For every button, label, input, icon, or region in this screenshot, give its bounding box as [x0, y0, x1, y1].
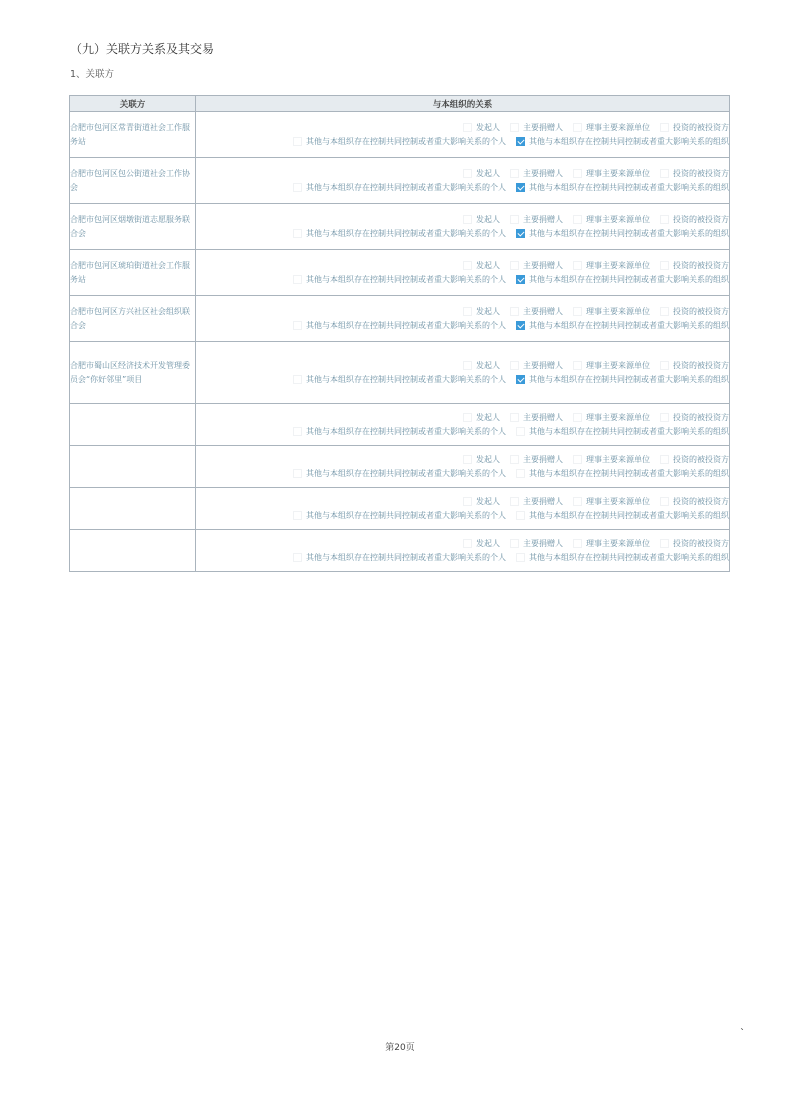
relationship-option-label: 其他与本组织存在控制共同控制或者重大影响关系的个人 [306, 137, 506, 146]
table-row [70, 530, 730, 572]
table-row [70, 296, 730, 342]
relationship-cell [196, 488, 730, 530]
checkbox-icon[interactable] [510, 261, 519, 270]
checkbox-icon[interactable] [660, 361, 669, 370]
relationship-option-opt1[interactable] [463, 214, 500, 225]
relationship-option-opt3[interactable] [573, 168, 650, 179]
checkbox-icon[interactable] [293, 511, 302, 520]
relationship-cell [196, 446, 730, 488]
relationship-option-opt4[interactable] [660, 454, 729, 465]
header-related-party: 关联方 [70, 96, 196, 112]
relationship-options-line [196, 227, 729, 241]
relationship-options-line [196, 509, 729, 523]
relationship-option-opt2[interactable] [510, 260, 563, 271]
relationship-option-opt4[interactable] [660, 538, 729, 549]
relationship-options-line [196, 453, 729, 467]
relationship-option-label: 主要捐赠人 [523, 455, 563, 464]
relationship-options-line [196, 467, 729, 481]
relationship-option-opt6[interactable] [516, 182, 729, 193]
checkbox-icon[interactable] [293, 229, 302, 238]
relationship-option-label: 主要捐赠人 [523, 169, 563, 178]
relationship-option-opt5[interactable] [293, 374, 506, 385]
relationship-option-label: 投资的被投资方 [673, 123, 729, 132]
relationship-options-line [196, 411, 729, 425]
related-party-name: 合肥市蜀山区经济技术开发管理委员会“你好邻里”项目 [70, 342, 196, 404]
checkbox-icon[interactable] [510, 215, 519, 224]
relationship-option-label: 发起人 [476, 169, 500, 178]
relationship-option-label: 理事主要来源单位 [586, 215, 650, 224]
checkbox-icon[interactable] [510, 455, 519, 464]
checkbox-icon[interactable] [660, 123, 669, 132]
checkbox-icon[interactable] [510, 413, 519, 422]
checkbox-icon[interactable] [463, 497, 472, 506]
checkbox-icon[interactable] [510, 497, 519, 506]
relationship-option-opt6[interactable] [516, 274, 729, 285]
checkbox-icon[interactable] [293, 321, 302, 330]
relationship-option-label: 理事主要来源单位 [586, 169, 650, 178]
relationship-option-label: 发起人 [476, 215, 500, 224]
checkbox-icon[interactable] [463, 307, 472, 316]
checkbox-icon[interactable] [516, 427, 525, 436]
related-party-name: 合肥市包河区常青街道社会工作服务站 [70, 112, 196, 158]
page-number: 第20页 [385, 1043, 415, 1053]
relationship-option-label: 其他与本组织存在控制共同控制或者重大影响关系的组织 [529, 469, 729, 478]
relationship-option-label: 投资的被投资方 [673, 413, 729, 422]
relationship-option-label: 其他与本组织存在控制共同控制或者重大影响关系的组织 [529, 553, 729, 562]
checkbox-icon[interactable] [573, 169, 582, 178]
relationship-options-line [196, 425, 729, 439]
related-party-name: 合肥市包河区烟墩街道志愿服务联合会 [70, 204, 196, 250]
relationship-option-opt2[interactable] [510, 412, 563, 423]
table-row [70, 342, 730, 404]
relationship-option-opt5[interactable] [293, 552, 506, 563]
relationship-option-opt6[interactable] [516, 426, 729, 437]
relationship-option-label: 其他与本组织存在控制共同控制或者重大影响关系的组织 [529, 183, 729, 192]
relationship-cell [196, 296, 730, 342]
relationship-option-label: 发起人 [476, 539, 500, 548]
relationship-option-opt3[interactable] [573, 454, 650, 465]
checkbox-icon[interactable] [516, 553, 525, 562]
relationship-option-opt1[interactable] [463, 360, 500, 371]
relationship-option-opt2[interactable] [510, 122, 563, 133]
relationship-option-opt3[interactable] [573, 122, 650, 133]
checkbox-icon[interactable] [293, 275, 302, 284]
related-party-name: 合肥市包河区琥珀街道社会工作服务站 [70, 250, 196, 296]
relationship-options-line [196, 167, 729, 181]
relationship-option-label: 主要捐赠人 [523, 215, 563, 224]
relationship-option-label: 投资的被投资方 [673, 261, 729, 270]
relationship-option-label: 投资的被投资方 [673, 539, 729, 548]
checkbox-checked-icon[interactable] [516, 137, 525, 146]
checkbox-icon[interactable] [510, 169, 519, 178]
checkbox-icon[interactable] [463, 539, 472, 548]
checkbox-icon[interactable] [660, 497, 669, 506]
checkbox-icon[interactable] [293, 553, 302, 562]
table-row [70, 204, 730, 250]
relationship-option-opt6[interactable] [516, 552, 729, 563]
related-party-name: 合肥市包河区方兴社区社会组织联合会 [70, 296, 196, 342]
header-relationship: 与本组织的关系 [196, 96, 730, 112]
checkbox-icon[interactable] [660, 413, 669, 422]
relationship-option-label: 其他与本组织存在控制共同控制或者重大影响关系的个人 [306, 427, 506, 436]
relationship-option-label: 其他与本组织存在控制共同控制或者重大影响关系的组织 [529, 275, 729, 284]
relationship-option-opt4[interactable] [660, 168, 729, 179]
checkbox-icon[interactable] [660, 169, 669, 178]
relationship-option-label: 其他与本组织存在控制共同控制或者重大影响关系的个人 [306, 321, 506, 330]
relationship-options-line [196, 359, 729, 373]
relationship-option-label: 投资的被投资方 [673, 455, 729, 464]
table-row [70, 250, 730, 296]
relationship-option-label: 投资的被投资方 [673, 497, 729, 506]
relationship-option-opt3[interactable] [573, 412, 650, 423]
checkbox-icon[interactable] [516, 511, 525, 520]
checkbox-icon[interactable] [660, 307, 669, 316]
relationship-options-line [196, 259, 729, 273]
checkbox-icon[interactable] [510, 539, 519, 548]
relationship-option-label: 理事主要来源单位 [586, 455, 650, 464]
relationship-option-opt3[interactable] [573, 496, 650, 507]
relationship-options-line [196, 495, 729, 509]
checkbox-icon[interactable] [573, 413, 582, 422]
checkbox-checked-icon[interactable] [516, 229, 525, 238]
relationship-option-opt4[interactable] [660, 122, 729, 133]
relationship-option-opt3[interactable] [573, 360, 650, 371]
relationship-option-label: 主要捐赠人 [523, 539, 563, 548]
table-row [70, 446, 730, 488]
relationship-option-opt4[interactable] [660, 360, 729, 371]
relationship-option-opt5[interactable] [293, 182, 506, 193]
relationship-option-label: 其他与本组织存在控制共同控制或者重大影响关系的个人 [306, 511, 506, 520]
relationship-option-label: 发起人 [476, 413, 500, 422]
related-party-name: 合肥市包河区包公街道社会工作协会 [70, 158, 196, 204]
relationship-cell [196, 250, 730, 296]
related-party-name [70, 404, 196, 446]
relationship-option-opt5[interactable] [293, 510, 506, 521]
relationship-option-opt5[interactable] [293, 136, 506, 147]
relationship-option-opt6[interactable] [516, 374, 729, 385]
relationship-option-label: 发起人 [476, 307, 500, 316]
relationship-option-label: 投资的被投资方 [673, 307, 729, 316]
relationship-option-label: 主要捐赠人 [523, 361, 563, 370]
relationship-option-opt6[interactable] [516, 510, 729, 521]
related-party-table [69, 95, 730, 572]
checkbox-icon[interactable] [573, 215, 582, 224]
relationship-option-opt2[interactable] [510, 454, 563, 465]
relationship-option-label: 其他与本组织存在控制共同控制或者重大影响关系的组织 [529, 511, 729, 520]
relationship-option-opt2[interactable] [510, 168, 563, 179]
relationship-option-opt3[interactable] [573, 538, 650, 549]
relationship-option-label: 主要捐赠人 [523, 307, 563, 316]
relationship-options-line [196, 373, 729, 387]
relationship-option-opt1[interactable] [463, 122, 500, 133]
relationship-option-opt4[interactable] [660, 412, 729, 423]
table-body [70, 112, 730, 572]
relationship-options-line [196, 319, 729, 333]
checkbox-checked-icon[interactable] [516, 183, 525, 192]
relationship-option-label: 投资的被投资方 [673, 361, 729, 370]
checkbox-icon[interactable] [463, 215, 472, 224]
checkbox-icon[interactable] [463, 361, 472, 370]
relationship-option-label: 其他与本组织存在控制共同控制或者重大影响关系的组织 [529, 321, 729, 330]
relationship-option-label: 投资的被投资方 [673, 169, 729, 178]
relationship-option-opt6[interactable] [516, 228, 729, 239]
relationship-cell [196, 158, 730, 204]
table-row [70, 404, 730, 446]
relationship-option-label: 投资的被投资方 [673, 215, 729, 224]
checkbox-icon[interactable] [573, 497, 582, 506]
checkbox-icon[interactable] [293, 427, 302, 436]
relationship-options-line [196, 273, 729, 287]
checkbox-icon[interactable] [660, 215, 669, 224]
relationship-option-opt4[interactable] [660, 214, 729, 225]
relationship-option-opt2[interactable] [510, 214, 563, 225]
checkbox-icon[interactable] [573, 123, 582, 132]
relationship-option-opt3[interactable] [573, 306, 650, 317]
relationship-option-opt1[interactable] [463, 496, 500, 507]
relationship-option-opt4[interactable] [660, 496, 729, 507]
related-party-name [70, 530, 196, 572]
relationship-option-label: 其他与本组织存在控制共同控制或者重大影响关系的组织 [529, 229, 729, 238]
relationship-option-label: 其他与本组织存在控制共同控制或者重大影响关系的个人 [306, 275, 506, 284]
relationship-option-opt2[interactable] [510, 538, 563, 549]
checkbox-icon[interactable] [573, 307, 582, 316]
relationship-option-opt1[interactable] [463, 260, 500, 271]
relationship-options-line [196, 213, 729, 227]
checkbox-icon[interactable] [573, 455, 582, 464]
checkbox-checked-icon[interactable] [516, 275, 525, 284]
relationship-option-opt1[interactable] [463, 538, 500, 549]
relationship-options-line [196, 305, 729, 319]
checkbox-icon[interactable] [463, 261, 472, 270]
relationship-option-label: 其他与本组织存在控制共同控制或者重大影响关系的个人 [306, 229, 506, 238]
related-party-name [70, 488, 196, 530]
relationship-option-opt1[interactable] [463, 168, 500, 179]
relationship-option-opt4[interactable] [660, 260, 729, 271]
relationship-option-label: 发起人 [476, 261, 500, 270]
relationship-cell [196, 204, 730, 250]
relationship-option-label: 主要捐赠人 [523, 497, 563, 506]
relationship-option-label: 主要捐赠人 [523, 413, 563, 422]
relationship-option-opt2[interactable] [510, 496, 563, 507]
relationship-option-label: 主要捐赠人 [523, 123, 563, 132]
checkbox-icon[interactable] [510, 123, 519, 132]
checkbox-icon[interactable] [463, 123, 472, 132]
relationship-option-label: 发起人 [476, 455, 500, 464]
relationship-options-line [196, 181, 729, 195]
relationship-options-line [196, 121, 729, 135]
sub-title: 1、关联方 [70, 69, 115, 80]
relationship-option-opt1[interactable] [463, 412, 500, 423]
relationship-option-label: 其他与本组织存在控制共同控制或者重大影响关系的个人 [306, 375, 506, 384]
relationship-option-label: 其他与本组织存在控制共同控制或者重大影响关系的个人 [306, 183, 506, 192]
relationship-option-label: 理事主要来源单位 [586, 361, 650, 370]
relationship-option-label: 其他与本组织存在控制共同控制或者重大影响关系的组织 [529, 375, 729, 384]
relationship-option-label: 其他与本组织存在控制共同控制或者重大影响关系的个人 [306, 469, 506, 478]
relationship-option-label: 其他与本组织存在控制共同控制或者重大影响关系的个人 [306, 553, 506, 562]
relationship-options-line [196, 537, 729, 551]
relationship-option-opt1[interactable] [463, 306, 500, 317]
checkbox-icon[interactable] [510, 361, 519, 370]
relationship-option-label: 主要捐赠人 [523, 261, 563, 270]
checkbox-icon[interactable] [573, 361, 582, 370]
related-party-name [70, 446, 196, 488]
relationship-options-line [196, 551, 729, 565]
relationship-options-line [196, 135, 729, 149]
relationship-option-opt5[interactable] [293, 426, 506, 437]
section-title: （九）关联方关系及其交易 [70, 42, 215, 56]
relationship-option-opt6[interactable] [516, 468, 729, 479]
relationship-cell [196, 404, 730, 446]
relationship-option-opt3[interactable] [573, 260, 650, 271]
relationship-option-label: 发起人 [476, 123, 500, 132]
relationship-option-opt1[interactable] [463, 454, 500, 465]
relationship-option-opt2[interactable] [510, 306, 563, 317]
relationship-cell [196, 342, 730, 404]
table-row [70, 488, 730, 530]
table-row [70, 112, 730, 158]
checkbox-icon[interactable] [573, 261, 582, 270]
table-row [70, 158, 730, 204]
relationship-option-opt3[interactable] [573, 214, 650, 225]
relationship-option-opt5[interactable] [293, 468, 506, 479]
checkbox-icon[interactable] [463, 455, 472, 464]
relationship-option-opt6[interactable] [516, 136, 729, 147]
relationship-option-label: 理事主要来源单位 [586, 307, 650, 316]
checkbox-icon[interactable] [516, 469, 525, 478]
relationship-option-label: 理事主要来源单位 [586, 123, 650, 132]
checkbox-icon[interactable] [660, 539, 669, 548]
checkbox-icon[interactable] [293, 375, 302, 384]
relationship-option-opt6[interactable] [516, 320, 729, 331]
relationship-option-opt2[interactable] [510, 360, 563, 371]
checkbox-icon[interactable] [463, 169, 472, 178]
relationship-option-opt4[interactable] [660, 306, 729, 317]
checkbox-icon[interactable] [293, 469, 302, 478]
checkbox-checked-icon[interactable] [516, 321, 525, 330]
checkbox-icon[interactable] [660, 455, 669, 464]
relationship-option-opt5[interactable] [293, 320, 506, 331]
relationship-option-opt5[interactable] [293, 228, 506, 239]
scan-mark: ˋ [740, 1028, 745, 1039]
checkbox-icon[interactable] [293, 137, 302, 146]
relationship-cell [196, 112, 730, 158]
relationship-option-label: 理事主要来源单位 [586, 261, 650, 270]
relationship-option-label: 发起人 [476, 497, 500, 506]
relationship-option-label: 理事主要来源单位 [586, 413, 650, 422]
checkbox-icon[interactable] [573, 539, 582, 548]
relationship-option-opt5[interactable] [293, 274, 506, 285]
checkbox-icon[interactable] [510, 307, 519, 316]
relationship-option-label: 发起人 [476, 361, 500, 370]
relationship-option-label: 理事主要来源单位 [586, 539, 650, 548]
relationship-option-label: 其他与本组织存在控制共同控制或者重大影响关系的组织 [529, 427, 729, 436]
relationship-option-label: 理事主要来源单位 [586, 497, 650, 506]
table-header-row [70, 96, 730, 112]
relationship-cell [196, 530, 730, 572]
checkbox-icon[interactable] [293, 183, 302, 192]
checkbox-icon[interactable] [660, 261, 669, 270]
checkbox-checked-icon[interactable] [516, 375, 525, 384]
checkbox-icon[interactable] [463, 413, 472, 422]
relationship-option-label: 其他与本组织存在控制共同控制或者重大影响关系的组织 [529, 137, 729, 146]
